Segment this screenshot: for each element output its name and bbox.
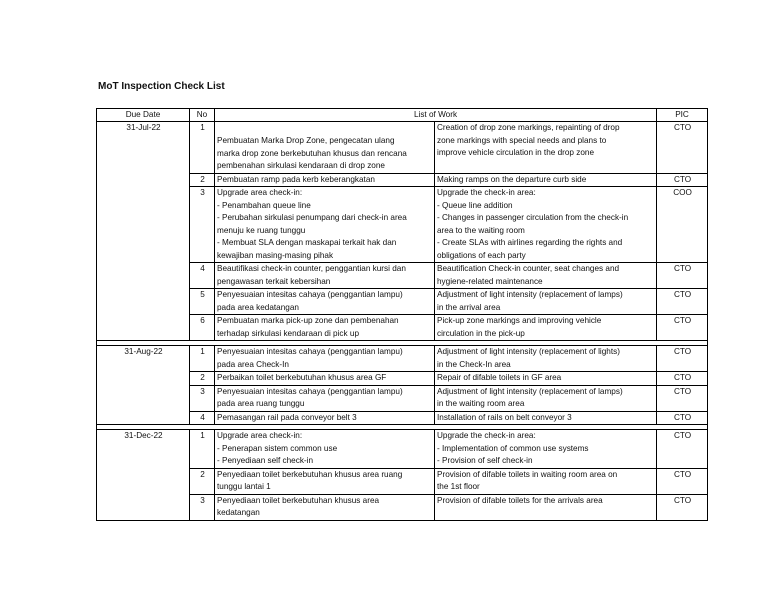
work-item-indonesian-cell xyxy=(215,385,435,411)
work-item-line: Pembuatan Marka Drop Zone, pengecatan ulang xyxy=(217,136,395,145)
work-item-line: Upgrade area check-in: xyxy=(217,188,303,197)
work-item-line: Penyediaan toilet berkebutuhan khusus area ruang xyxy=(217,469,403,479)
work-item-english-cell xyxy=(435,173,657,187)
work-item-line: Penyesuaian intesitas cahaya (penggantian lampu) xyxy=(217,347,403,356)
pic-cell: CTO xyxy=(657,430,708,469)
work-item-line: Adjustment of light intensity (replacement of lights) xyxy=(437,347,620,356)
work-item-indonesian-cell xyxy=(215,372,435,386)
pic-cell: CTO xyxy=(657,494,708,520)
work-item-line: pembenahan sirkulasi kendaraan di drop zone xyxy=(217,161,385,170)
row-number-cell: 2 xyxy=(190,173,215,187)
work-item-line: improve vehicle circulation in the drop zone xyxy=(437,148,595,157)
work-item-indonesian-cell xyxy=(215,263,435,289)
work-item-line: Provision of difable toilets for the arrivals area xyxy=(437,495,603,505)
work-item-indonesian-cell xyxy=(215,494,435,520)
pic-cell: CTO xyxy=(657,122,708,174)
work-item-line: Installation of rails on belt conveyor 3 xyxy=(437,412,572,422)
work-item-line: Penyesuaian intesitas cahaya (penggantian lampu) xyxy=(217,386,403,396)
inspection-checklist-table xyxy=(96,108,708,521)
pic-cell: CTO xyxy=(657,315,708,341)
work-item-english-cell xyxy=(435,289,657,315)
work-item-line: Penyediaan toilet berkebutuhan khusus area xyxy=(217,495,380,505)
work-item-line: Making ramps on the departure curb side xyxy=(437,174,587,184)
work-item-indonesian-cell xyxy=(215,173,435,187)
due-date-cell: 31-Aug-22 xyxy=(97,346,190,425)
work-item-line: - Implementation of common use systems xyxy=(437,443,589,453)
work-item-line: Creation of drop zone markings, repainting of drop xyxy=(437,123,620,132)
work-item-line: hygiene-related maintenance xyxy=(437,276,543,286)
header-no: No xyxy=(190,109,215,122)
pic-cell: CTO xyxy=(657,263,708,289)
work-item-line: terhadap sirkulasi kendaraan di pick up xyxy=(217,328,360,338)
work-item-indonesian-cell xyxy=(215,346,435,372)
work-item-line: the 1st floor xyxy=(437,482,480,491)
work-item-line: pada area kedatangan xyxy=(217,302,299,312)
work-item-english-cell xyxy=(435,411,657,425)
pic-cell: CTO xyxy=(657,468,708,494)
work-item-line: Perbaikan toilet berkebutuhan khusus area GF xyxy=(217,373,387,382)
row-number-cell: 3 xyxy=(190,385,215,411)
pic-cell: COO xyxy=(657,187,708,263)
work-item-line: - Penyediaan self check-in xyxy=(217,456,314,465)
work-item-line: - Penerapan sistem common use xyxy=(217,443,338,453)
row-number-cell: 4 xyxy=(190,263,215,289)
work-item-indonesian-cell xyxy=(215,411,435,425)
work-item-english-cell xyxy=(435,187,657,263)
work-item-indonesian-cell xyxy=(215,315,435,341)
work-item-line: pada area Check-In xyxy=(217,359,289,369)
table-row xyxy=(97,346,708,372)
work-item-line: - Changes in passenger circulation from the check-in xyxy=(437,213,629,222)
work-item-line: Upgrade the check-in area: xyxy=(437,188,536,197)
work-item-indonesian-cell xyxy=(215,468,435,494)
work-item-line: Provision of difable toilets in waiting room area on xyxy=(437,469,618,479)
work-item-line: - Create SLAs with airlines regarding the rights and xyxy=(437,238,623,247)
work-item-line: - Provision of self check-in xyxy=(437,456,533,465)
work-item-english-cell xyxy=(435,372,657,386)
work-item-line: Pick-up zone markings and improving vehicle xyxy=(437,316,602,325)
work-item-line: in the arrival area xyxy=(437,302,501,312)
row-number-cell: 2 xyxy=(190,372,215,386)
work-item-english-cell xyxy=(435,430,657,469)
pic-cell: CTO xyxy=(657,346,708,372)
work-item-indonesian-cell xyxy=(215,122,435,174)
work-item-line: Beautifikasi check-in counter, penggantian kursi dan xyxy=(217,264,406,273)
work-item-line: Upgrade the check-in area: xyxy=(437,431,536,440)
work-item-line: - Penambahan queue line xyxy=(217,200,311,210)
work-item-line: kedatangan xyxy=(217,508,260,517)
pic-cell: CTO xyxy=(657,289,708,315)
work-item-english-cell xyxy=(435,494,657,520)
work-item-line: Pembuatan ramp pada kerb keberangkatan xyxy=(217,174,375,184)
pic-cell: CTO xyxy=(657,385,708,411)
table-row xyxy=(97,122,708,174)
pic-cell: CTO xyxy=(657,411,708,425)
work-item-line: marka drop zone berkebutuhan khusus dan rencana xyxy=(217,148,407,158)
work-item-english-cell xyxy=(435,315,657,341)
work-item-indonesian-cell xyxy=(215,289,435,315)
work-item-line: Adjustment of light intensity (replacement of lamps) xyxy=(437,290,623,299)
work-item-line: - Membuat SLA dengan maskapai terkait hak dan xyxy=(217,238,397,247)
work-item-line: pada area ruang tunggu xyxy=(217,399,305,408)
work-item-line: - Queue line addition xyxy=(437,200,513,210)
work-item-line: Pembuatan marka pick-up zone dan pembenahan xyxy=(217,316,399,325)
work-item-english-cell xyxy=(435,346,657,372)
work-item-indonesian-cell xyxy=(215,430,435,469)
work-item-english-cell xyxy=(435,122,657,174)
work-item-line: Adjustment of light intensity (replacement of lamps) xyxy=(437,386,623,396)
work-item-line: area to the waiting room xyxy=(437,225,525,235)
page-title: MoT Inspection Check List xyxy=(98,81,225,92)
row-number-cell: 3 xyxy=(190,187,215,263)
work-item-english-cell xyxy=(435,263,657,289)
work-item-line: in the waiting room area xyxy=(437,399,525,408)
header-list-of-work: List of Work xyxy=(215,109,657,122)
work-item-line: pengawasan terkait kebersihan xyxy=(217,276,331,286)
work-item-line: in the Check-In area xyxy=(437,359,511,369)
work-item-english-cell xyxy=(435,385,657,411)
due-date-cell: 31-Dec-22 xyxy=(97,430,190,521)
row-number-cell: 3 xyxy=(190,494,215,520)
work-item-line: menuju ke ruang tunggu xyxy=(217,225,306,235)
work-item-line: - Perubahan sirkulasi penumpang dari check-in area xyxy=(217,213,407,222)
pic-cell: CTO xyxy=(657,173,708,187)
row-number-cell: 1 xyxy=(190,346,215,372)
work-item-line: circulation in the pick-up xyxy=(437,328,525,338)
work-item-line: Upgrade area check-in: xyxy=(217,431,303,440)
work-item-line: zone markings with special needs and plans to xyxy=(437,135,607,145)
checklist-body xyxy=(97,122,708,521)
row-number-cell: 2 xyxy=(190,468,215,494)
work-item-line: Repair of difable toilets in GF area xyxy=(437,373,562,382)
work-item-line: Pemasangan rail pada conveyor belt 3 xyxy=(217,412,357,422)
row-number-cell: 4 xyxy=(190,411,215,425)
row-number-cell: 1 xyxy=(190,430,215,469)
work-item-line: tunggu lantai 1 xyxy=(217,482,271,491)
work-item-line: obligations of each party xyxy=(437,250,526,260)
row-number-cell: 5 xyxy=(190,289,215,315)
header-pic: PIC xyxy=(657,109,708,122)
work-item-english-cell xyxy=(435,468,657,494)
row-number-cell: 1 xyxy=(190,122,215,174)
work-item-line: Beautification Check-in counter, seat changes and xyxy=(437,264,620,273)
row-number-cell: 6 xyxy=(190,315,215,341)
work-item-line: Penyesuaian intesitas cahaya (penggantian lampu) xyxy=(217,290,403,299)
header-row xyxy=(97,109,708,122)
table-row xyxy=(97,430,708,469)
work-item-indonesian-cell xyxy=(215,187,435,263)
due-date-cell: 31-Jul-22 xyxy=(97,122,190,341)
header-due-date: Due Date xyxy=(97,109,190,122)
work-item-line: kewajiban masing-masing pihak xyxy=(217,250,334,260)
pic-cell: CTO xyxy=(657,372,708,386)
